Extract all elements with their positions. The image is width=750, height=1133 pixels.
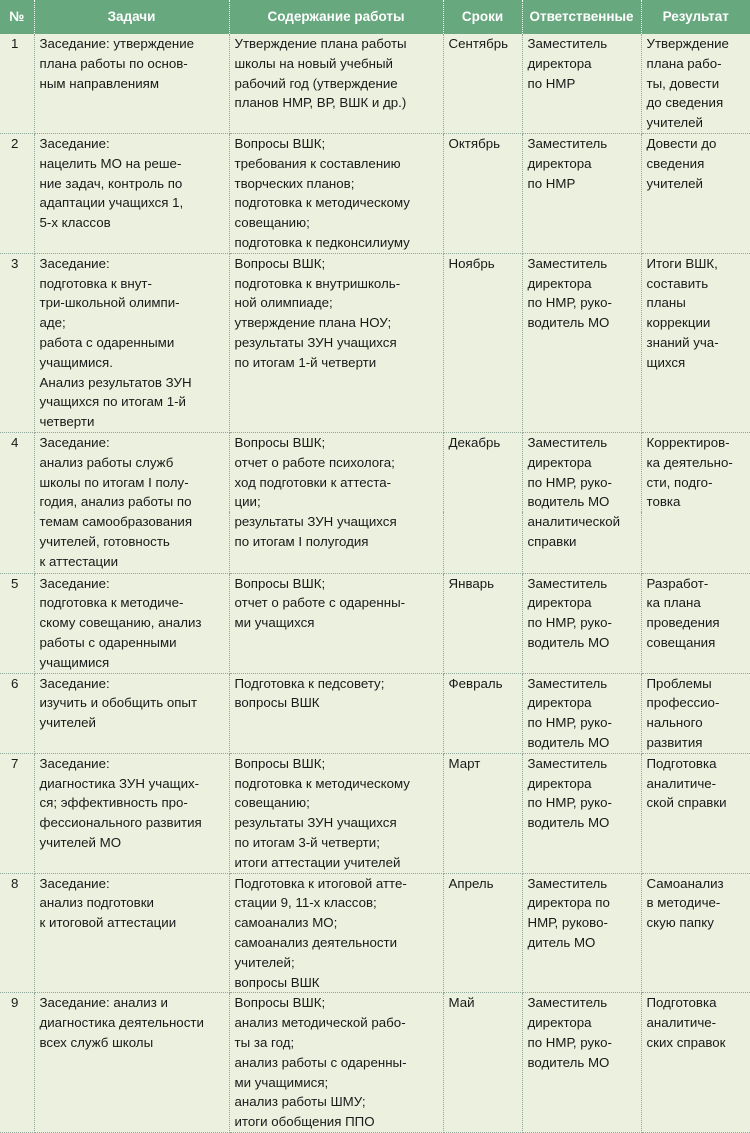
cell-line: щихся bbox=[646, 354, 686, 370]
row-tasks bbox=[34, 673, 229, 753]
cell-line: Заместитель bbox=[527, 575, 608, 591]
cell-line: результаты ЗУН учащихся bbox=[234, 815, 397, 831]
cell-line: Заместитель bbox=[527, 135, 608, 151]
cell-line: Апрель bbox=[448, 875, 494, 891]
table-row bbox=[0, 133, 750, 253]
cell-line: Заседание: bbox=[39, 434, 110, 450]
cell-line: диагностика ЗУН учащих- bbox=[39, 775, 200, 791]
table-row bbox=[0, 512, 750, 573]
cell-line: анализ работы ШМУ; bbox=[234, 1094, 366, 1110]
cell-line: итоги аттестации учителей bbox=[234, 854, 401, 870]
table-row bbox=[0, 673, 750, 753]
cell-line: учащимися bbox=[39, 654, 110, 670]
cell-line: Вопросы ВШК; bbox=[234, 755, 326, 771]
cell-line: НМР, руково- bbox=[527, 915, 608, 931]
row-number bbox=[0, 512, 34, 573]
table-row bbox=[0, 873, 750, 993]
cell-line: Заседание: bbox=[39, 875, 110, 891]
cell-line: отчет о работе психолога; bbox=[234, 454, 395, 470]
row-tasks bbox=[34, 34, 229, 133]
row-term bbox=[443, 432, 522, 512]
cell-line: совещания bbox=[646, 635, 716, 651]
cell-line: составить bbox=[646, 275, 709, 291]
row-result bbox=[641, 673, 750, 753]
row-content bbox=[229, 34, 443, 133]
table-row bbox=[0, 573, 750, 673]
cell-line: ка плана bbox=[646, 595, 701, 611]
cell-line: Октябрь bbox=[448, 135, 501, 151]
cell-line: подготовка к внутришколь- bbox=[234, 275, 401, 291]
cell-line: работа с одаренными bbox=[39, 334, 175, 350]
cell-line: самоанализ деятельности bbox=[234, 934, 398, 950]
cell-line: по НМР, руко- bbox=[527, 474, 612, 490]
cell-line: вопросы ВШК bbox=[234, 974, 320, 990]
cell-line: ным направлениям bbox=[39, 75, 159, 91]
row-content bbox=[229, 873, 443, 993]
row-term bbox=[443, 34, 522, 133]
cell-line: планы bbox=[646, 295, 686, 311]
cell-line: аналитиче- bbox=[646, 775, 717, 791]
cell-line: Декабрь bbox=[448, 434, 501, 450]
cell-line: к итоговой аттестации bbox=[39, 915, 177, 931]
cell-line: школы по итогам I полу- bbox=[39, 474, 189, 490]
cell-line: подготовка к методическому bbox=[234, 775, 410, 791]
cell-line: знаний уча- bbox=[646, 334, 719, 350]
cell-line: Ноябрь bbox=[448, 255, 495, 271]
row-result bbox=[641, 573, 750, 673]
cell-line: товка bbox=[646, 494, 681, 510]
cell-line: Заседание: bbox=[39, 675, 110, 691]
cell-line: Май bbox=[448, 995, 475, 1011]
cell-line: аналитиче- bbox=[646, 1015, 717, 1031]
cell-line: учителей bbox=[39, 715, 96, 731]
cell-line: Вопросы ВШК; bbox=[234, 995, 326, 1011]
cell-line: итоги обобщения ППО bbox=[234, 1114, 375, 1130]
cell-line: учителей bbox=[646, 115, 703, 131]
row-term bbox=[443, 873, 522, 993]
cell-line: темам самообразования bbox=[39, 514, 193, 530]
row-responsible bbox=[522, 873, 641, 993]
cell-line: аналитической bbox=[527, 514, 621, 530]
cell-line: ход подготовки к аттеста- bbox=[234, 474, 392, 490]
row-result bbox=[641, 253, 750, 432]
cell-line: Заместитель bbox=[527, 434, 608, 450]
cell-line: рабочий год (утверждение bbox=[234, 75, 398, 91]
row-number: 9 bbox=[0, 993, 34, 1133]
cell-line: в методиче- bbox=[646, 895, 721, 911]
row-content bbox=[229, 673, 443, 753]
header-content: Содержание работы bbox=[229, 0, 443, 34]
cell-line: директора bbox=[527, 595, 592, 611]
cell-line: Анализ результатов ЗУН bbox=[39, 374, 192, 390]
header-tasks: Задачи bbox=[34, 0, 229, 34]
row-result bbox=[641, 34, 750, 133]
row-number: 8 bbox=[0, 873, 34, 993]
header-row bbox=[0, 0, 750, 34]
cell-line: адаптации учащихся 1, bbox=[39, 195, 184, 211]
row-content bbox=[229, 253, 443, 432]
cell-line: подготовка к внут- bbox=[39, 275, 152, 291]
table-row bbox=[0, 253, 750, 432]
cell-line: Февраль bbox=[448, 675, 503, 691]
cell-line: Подготовка к педсовету; bbox=[234, 675, 385, 691]
cell-line: годия, анализ работы по bbox=[39, 494, 192, 510]
cell-line: ции; bbox=[234, 494, 261, 510]
cell-line: ние задач, контроль по bbox=[39, 175, 183, 191]
cell-line: ских справок bbox=[646, 1034, 726, 1050]
cell-line: Март bbox=[448, 755, 481, 771]
cell-line: по НМР, руко- bbox=[527, 1034, 612, 1050]
row-number: 5 bbox=[0, 573, 34, 673]
cell-line: Заседание: анализ и bbox=[39, 995, 168, 1011]
cell-line: плана рабо- bbox=[646, 55, 722, 71]
cell-line: Заместитель bbox=[527, 675, 608, 691]
cell-line: подготовка к методиче- bbox=[39, 595, 184, 611]
cell-line: дитель МО bbox=[527, 934, 596, 950]
cell-line: ка деятельно- bbox=[646, 454, 733, 470]
cell-line: отчет о работе с одаренны- bbox=[234, 595, 406, 611]
row-tasks bbox=[34, 512, 229, 573]
row-tasks bbox=[34, 253, 229, 432]
cell-line: Заседание: утверждение bbox=[39, 36, 195, 51]
row-number: 4 bbox=[0, 432, 34, 512]
cell-line: Январь bbox=[448, 575, 495, 591]
row-result bbox=[641, 133, 750, 253]
cell-line: учителей, готовность bbox=[39, 533, 170, 549]
cell-line: подготовка к педконсилиуму bbox=[234, 234, 410, 250]
cell-line: Заместитель bbox=[527, 995, 608, 1011]
cell-line: водитель МО bbox=[527, 494, 610, 510]
row-term bbox=[443, 673, 522, 753]
cell-line: диагностика деятельности bbox=[39, 1015, 204, 1031]
row-number: 1 bbox=[0, 34, 34, 133]
cell-line: профессио- bbox=[646, 695, 720, 711]
cell-line: Разработ- bbox=[646, 575, 709, 591]
cell-line: Заместитель bbox=[527, 755, 608, 771]
cell-line: по НМР bbox=[527, 75, 576, 91]
cell-line: директора bbox=[527, 275, 592, 291]
cell-line: Вопросы ВШК; bbox=[234, 135, 326, 151]
row-responsible bbox=[522, 753, 641, 873]
cell-line: Вопросы ВШК; bbox=[234, 575, 326, 591]
cell-line: подготовка к методическому bbox=[234, 195, 410, 211]
cell-line: Вопросы ВШК; bbox=[234, 434, 326, 450]
cell-line: по итогам 1-й четверти bbox=[234, 354, 377, 370]
cell-line: Итоги ВШК, bbox=[646, 255, 718, 271]
row-content bbox=[229, 432, 443, 512]
row-term bbox=[443, 573, 522, 673]
cell-line: Заседание: bbox=[39, 135, 110, 151]
cell-line: к аттестации bbox=[39, 553, 118, 569]
table-row bbox=[0, 993, 750, 1133]
cell-line: до сведения bbox=[646, 95, 724, 111]
cell-line: Утверждение плана работы bbox=[234, 36, 407, 51]
cell-line: Заседание: bbox=[39, 755, 110, 771]
cell-line: по НМР bbox=[527, 175, 576, 191]
cell-line: сведения bbox=[646, 155, 705, 171]
cell-line: ты, довести bbox=[646, 75, 720, 91]
cell-line: ми учащимися; bbox=[234, 1074, 329, 1090]
cell-line: плана работы по основ- bbox=[39, 55, 188, 71]
cell-line: ми учащихся bbox=[234, 615, 315, 631]
cell-line: проведения bbox=[646, 615, 720, 631]
row-result bbox=[641, 993, 750, 1133]
cell-line: учащихся по итогам 1-й bbox=[39, 394, 186, 410]
cell-line: директора bbox=[527, 155, 592, 171]
cell-line: учащимися. bbox=[39, 354, 113, 370]
row-term bbox=[443, 253, 522, 432]
cell-line: учителей; bbox=[234, 954, 295, 970]
row-tasks bbox=[34, 753, 229, 873]
cell-line: ты за год; bbox=[234, 1034, 295, 1050]
cell-line: стации 9, 11-х классов; bbox=[234, 895, 377, 911]
row-responsible bbox=[522, 34, 641, 133]
cell-line: директора bbox=[527, 775, 592, 791]
cell-line: ся; эффективность про- bbox=[39, 795, 188, 811]
cell-line: водитель МО bbox=[527, 735, 610, 750]
cell-line: Подготовка bbox=[646, 755, 717, 771]
cell-line: результаты ЗУН учащихся bbox=[234, 334, 397, 350]
cell-line: ной олимпиаде; bbox=[234, 295, 333, 311]
header-number: № bbox=[0, 0, 34, 34]
cell-line: директора по bbox=[527, 895, 610, 911]
cell-line: директора bbox=[527, 454, 592, 470]
cell-line: учителей bbox=[646, 175, 703, 191]
row-tasks bbox=[34, 993, 229, 1133]
row-responsible bbox=[522, 253, 641, 432]
cell-line: скую папку bbox=[646, 915, 714, 931]
cell-line: анализ подготовки bbox=[39, 895, 154, 911]
cell-line: директора bbox=[527, 1015, 592, 1031]
cell-line: четверти bbox=[39, 414, 95, 430]
cell-line: Заместитель bbox=[527, 255, 608, 271]
row-result bbox=[641, 753, 750, 873]
row-tasks bbox=[34, 573, 229, 673]
row-term bbox=[443, 512, 522, 573]
cell-line: развития bbox=[646, 735, 703, 750]
cell-line: по итогам 3-й четверти; bbox=[234, 834, 380, 850]
row-number: 6 bbox=[0, 673, 34, 753]
cell-line: Заседание: bbox=[39, 255, 110, 271]
row-term bbox=[443, 753, 522, 873]
cell-line: по НМР, руко- bbox=[527, 615, 612, 631]
cell-line: директора bbox=[527, 695, 592, 711]
row-result bbox=[641, 432, 750, 512]
cell-line: три-школьной олимпи- bbox=[39, 295, 180, 311]
row-responsible bbox=[522, 993, 641, 1133]
row-responsible bbox=[522, 432, 641, 512]
cell-line: утверждение плана НОУ; bbox=[234, 315, 392, 331]
cell-line: совещанию; bbox=[234, 215, 310, 231]
cell-line: нального bbox=[646, 715, 703, 731]
row-content bbox=[229, 133, 443, 253]
header-term: Сроки bbox=[443, 0, 522, 34]
cell-line: творческих планов; bbox=[234, 175, 355, 191]
cell-line: справки bbox=[527, 533, 577, 549]
cell-line: водитель МО bbox=[527, 635, 610, 651]
cell-line: Довести до bbox=[646, 135, 717, 151]
cell-line: анализ работы с одаренны- bbox=[234, 1054, 407, 1070]
header-result: Результат bbox=[641, 0, 750, 34]
cell-line: Утверждение bbox=[646, 36, 729, 51]
cell-line: сти, подго- bbox=[646, 474, 713, 490]
cell-line: всех служб школы bbox=[39, 1034, 154, 1050]
cell-line: Подготовка к итоговой атте- bbox=[234, 875, 407, 891]
cell-line: Проблемы bbox=[646, 675, 712, 691]
cell-line: 5-х классов bbox=[39, 215, 111, 231]
cell-line: совещанию; bbox=[234, 795, 310, 811]
cell-line: анализ работы служб bbox=[39, 454, 174, 470]
cell-line: по НМР, руко- bbox=[527, 295, 612, 311]
row-responsible bbox=[522, 573, 641, 673]
row-number: 3 bbox=[0, 253, 34, 432]
cell-line: ской справки bbox=[646, 795, 727, 811]
cell-line: учителей МО bbox=[39, 834, 122, 850]
cell-line: коррекции bbox=[646, 315, 711, 331]
cell-line: водитель МО bbox=[527, 315, 610, 331]
cell-line: планов НМР, ВР, ВШК и др.) bbox=[234, 95, 407, 111]
row-result bbox=[641, 873, 750, 993]
cell-line: Заседание: bbox=[39, 575, 110, 591]
cell-line: по НМР, руко- bbox=[527, 715, 612, 731]
cell-line: водитель МО bbox=[527, 815, 610, 831]
cell-line: аде; bbox=[39, 315, 66, 331]
row-responsible bbox=[522, 673, 641, 753]
cell-line: результаты ЗУН учащихся bbox=[234, 514, 397, 530]
table-body bbox=[0, 34, 750, 1132]
row-responsible bbox=[522, 512, 641, 573]
cell-line: работы с одаренными bbox=[39, 635, 177, 651]
cell-line: школы на новый учебный bbox=[234, 55, 393, 71]
cell-line: Корректиров- bbox=[646, 434, 730, 450]
cell-line: Вопросы ВШК; bbox=[234, 255, 326, 271]
row-tasks bbox=[34, 873, 229, 993]
row-result bbox=[641, 512, 750, 573]
row-content bbox=[229, 753, 443, 873]
cell-line: по итогам I полугодия bbox=[234, 533, 369, 549]
cell-line: анализ методической рабо- bbox=[234, 1015, 406, 1031]
row-content bbox=[229, 993, 443, 1133]
row-content bbox=[229, 573, 443, 673]
row-content bbox=[229, 512, 443, 573]
cell-line: вопросы ВШК bbox=[234, 695, 320, 711]
table-row bbox=[0, 432, 750, 512]
cell-line: директора bbox=[527, 55, 592, 71]
cell-line: фессионального развития bbox=[39, 815, 202, 831]
row-tasks bbox=[34, 133, 229, 253]
row-tasks bbox=[34, 432, 229, 512]
cell-line: Заместитель bbox=[527, 36, 608, 51]
cell-line: Сентябрь bbox=[448, 36, 509, 51]
cell-line: Самоанализ bbox=[646, 875, 724, 891]
cell-line: по НМР, руко- bbox=[527, 795, 612, 811]
cell-line: Подготовка bbox=[646, 995, 717, 1011]
cell-line: нацелить МО на реше- bbox=[39, 155, 182, 171]
row-term bbox=[443, 993, 522, 1133]
row-number: 2 bbox=[0, 133, 34, 253]
header-responsible: Ответственные bbox=[522, 0, 641, 34]
cell-line: изучить и обобщить опыт bbox=[39, 695, 198, 711]
cell-line: скому совещанию, анализ bbox=[39, 615, 202, 631]
row-number: 7 bbox=[0, 753, 34, 873]
row-responsible bbox=[522, 133, 641, 253]
cell-line: водитель МО bbox=[527, 1054, 610, 1070]
cell-line: самоанализ МО; bbox=[234, 915, 338, 931]
row-term bbox=[443, 133, 522, 253]
table-row bbox=[0, 34, 750, 133]
table-row bbox=[0, 753, 750, 873]
cell-line: требования к составлению bbox=[234, 155, 401, 171]
cell-line: Заместитель bbox=[527, 875, 608, 891]
